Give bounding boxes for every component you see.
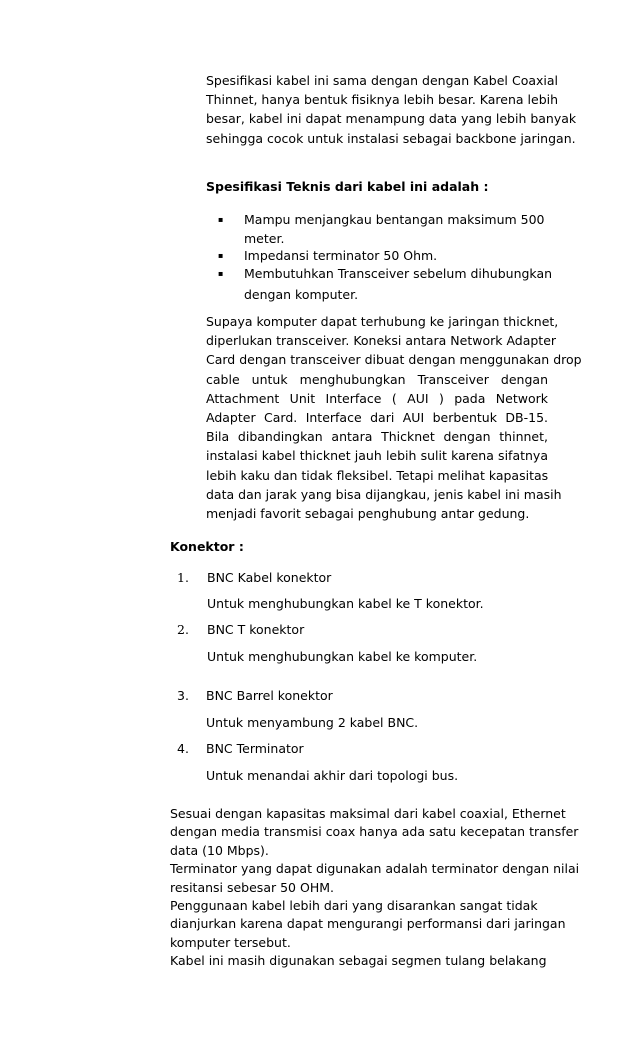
spec-item (218, 264, 553, 304)
bullet-icon: ▪ (218, 215, 224, 224)
item-description: Untuk menghubungkan kabel ke T konektor. (207, 596, 484, 611)
paragraph-line: Card dengan transceiver dibuat dengan menggunakan drop (206, 352, 582, 368)
paragraph-line: Spesifikasi kabel ini sama dengan dengan Kabel Coaxial (206, 73, 558, 88)
paragraph-line: menjadi favorit sebagai penghubung antar gedung. (206, 506, 530, 522)
spec-item-line: Mampu menjangkau bentangan maksimum 500 (244, 212, 545, 227)
spec-item (218, 210, 548, 250)
spec-item-line: meter. (244, 231, 285, 247)
paragraph-line: sehingga cocok untuk instalasi sebagai backbone jaringan. (206, 130, 576, 146)
spec-item-line: Impedansi terminator 50 Ohm. (244, 248, 438, 263)
spec-item-line: dengan komputer. (244, 287, 359, 303)
closing-line: Terminator yang dapat digunakan adalah terminator dengan nilai (170, 861, 580, 877)
paragraph-line: diperlukan transceiver. Koneksi antara Network Adapter (206, 333, 557, 349)
intro-paragraph (206, 71, 577, 148)
closing-line: dianjurkan karena dapat mengurangi performansi dari jaringan (170, 916, 566, 932)
closing-line: komputer tersebut. (170, 934, 291, 950)
item-title: BNC T konektor (207, 622, 305, 637)
item-number: 2. (177, 622, 189, 637)
item-description: Untuk menyambung 2 kabel BNC. (206, 715, 419, 730)
closing-line: resitansi sebesar 50 OHM. (170, 879, 334, 895)
paragraph-line: cable untuk menghubungkan Transceiver dengan (206, 371, 548, 387)
paragraph-line: besar, kabel ini dapat menampung data yang lebih banyak (206, 111, 577, 127)
transceiver-paragraph (206, 312, 582, 523)
paragraph-line: data dan jarak yang bisa dijangkau, jenis kabel ini masih (206, 486, 562, 502)
paragraph-line: Bila dibandingkan antara Thicknet dengan thinnet, (206, 429, 548, 445)
paragraph-line: instalasi kabel thicknet jauh lebih sulit karena sifatnya (206, 448, 548, 464)
closing-line: Sesuai dengan kapasitas maksimal dari kabel coaxial, Ethernet (170, 806, 566, 821)
closing-text (170, 805, 580, 971)
item-description: Untuk menandai akhir dari topologi bus. (206, 768, 459, 783)
closing-line: Kabel ini masih digunakan sebagai segmen tulang belakang (170, 953, 547, 969)
spec-item-line: Membutuhkan Transceiver sebelum dihubungkan (244, 266, 553, 281)
item-description: Untuk menghubungkan kabel ke komputer. (207, 649, 478, 664)
spec-heading: Spesifikasi Teknis dari kabel ini adalah : (206, 179, 489, 194)
bullet-icon: ▪ (218, 251, 224, 260)
item-number: 4. (177, 741, 189, 756)
closing-line: dengan media transmisi coax hanya ada satu kecepatan transfer (170, 824, 579, 840)
paragraph-line: Adapter Card. Interface dari AUI berbentuk DB-15. (206, 410, 548, 426)
item-number: 3. (177, 688, 189, 703)
item-number: 1. (177, 570, 189, 585)
item-title: BNC Barrel konektor (206, 688, 333, 703)
paragraph-line: lebih kaku dan tidak fleksibel. Tetapi melihat kapasitas (206, 467, 549, 483)
paragraph-line: Attachment Unit Interface ( AUI ) pada Network (206, 390, 548, 406)
closing-line: data (10 Mbps). (170, 842, 269, 858)
konektor-heading: Konektor : (170, 539, 244, 554)
item-title: BNC Terminator (206, 741, 304, 756)
spec-item (218, 246, 548, 266)
item-title: BNC Kabel konektor (207, 570, 332, 585)
bullet-icon: ▪ (218, 269, 224, 278)
closing-line: Penggunaan kabel lebih dari yang disarankan sangat tidak (170, 898, 538, 914)
paragraph-line: Supaya komputer dapat terhubung ke jaringan thicknet, (206, 314, 559, 329)
paragraph-line: Thinnet, hanya bentuk fisiknya lebih besar. Karena lebih (206, 92, 559, 108)
